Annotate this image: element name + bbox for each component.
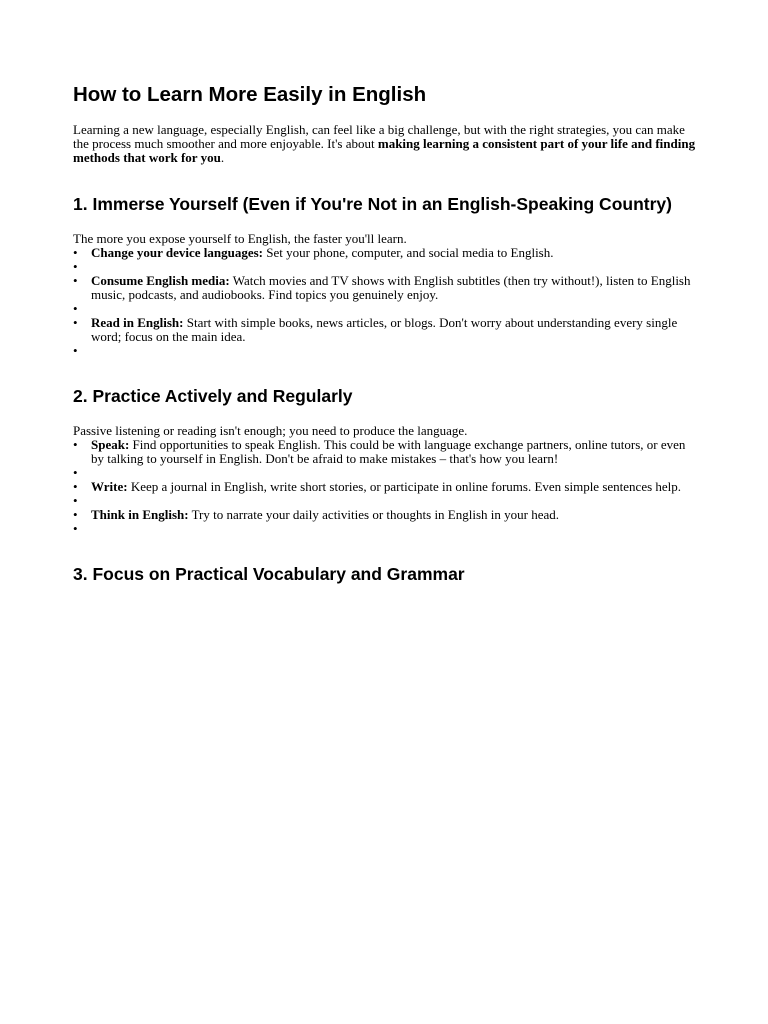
- bullet: •: [73, 301, 78, 316]
- bullet: •: [73, 259, 78, 274]
- bullet: •: [73, 507, 78, 522]
- list-item: [73, 480, 698, 494]
- list-item: [73, 274, 698, 302]
- section-2-list: [73, 438, 698, 536]
- section-1-list: [73, 246, 698, 358]
- list-item-text: Set your phone, computer, and social media to English.: [263, 245, 554, 260]
- list-item-empty: [73, 260, 698, 274]
- document-title: How to Learn More Easily in English: [73, 83, 427, 106]
- bullet: •: [73, 273, 78, 288]
- list-item-empty: [73, 494, 698, 508]
- section-3-heading: 3. Focus on Practical Vocabulary and Grammar: [73, 564, 465, 584]
- intro-bold-text: making learning a consistent part of your life and finding methods that work for you: [73, 136, 696, 165]
- section-1-heading: 1. Immerse Yourself (Even if You're Not in an English-Speaking Country): [73, 194, 672, 214]
- list-item: [73, 316, 698, 344]
- list-item-label: Change your device languages:: [91, 245, 264, 260]
- list-item-label: Speak:: [91, 437, 130, 452]
- list-item-empty: [73, 344, 698, 358]
- list-item: [73, 438, 698, 466]
- bullet: •: [73, 465, 78, 480]
- list-item-text: Keep a journal in English, write short stories, or participate in online forums. Even simple sentences help.: [127, 479, 682, 494]
- list-item-empty: [73, 466, 698, 480]
- list-item-text: Find opportunities to speak English. This could be with language exchange partners, online tutors, or even by talking to yourself in English. Don't be afraid to make mistakes – that's how you learn!: [91, 437, 686, 466]
- intro-text-end: .: [220, 150, 225, 165]
- list-item: [73, 246, 698, 260]
- list-item-empty: [73, 302, 698, 316]
- list-item-label: Think in English:: [91, 507, 189, 522]
- bullet: •: [73, 245, 78, 260]
- bullet: •: [73, 315, 78, 330]
- bullet: •: [73, 493, 78, 508]
- list-item-text: Watch movies and TV shows with English subtitles (then try without!), listen to English music, podcasts, and audiobooks. Find topics you genuinely enjoy.: [91, 273, 691, 302]
- section-2-lead: Passive listening or reading isn't enough; you need to produce the language.: [73, 423, 468, 438]
- bullet: •: [73, 479, 78, 494]
- list-item: [73, 508, 698, 522]
- section-1-lead: The more you expose yourself to English, the faster you'll learn.: [73, 231, 407, 246]
- list-item-text: Try to narrate your daily activities or thoughts in English in your head.: [188, 507, 560, 522]
- list-item-empty: [73, 522, 698, 536]
- bullet: •: [73, 437, 78, 452]
- list-item-label: Consume English media:: [91, 273, 230, 288]
- list-item-label: Write:: [91, 479, 128, 494]
- bullet: •: [73, 343, 78, 358]
- list-item-text: Start with simple books, news articles, or blogs. Don't worry about understanding every single word; focus on the main idea.: [91, 315, 678, 344]
- list-item-label: Read in English:: [91, 315, 184, 330]
- intro-text: Learning a new language, especially English, can feel like a big challenge, but with the right strategies, you can make the process much smoother and more enjoyable. It's about: [73, 122, 685, 151]
- section-2-heading: 2. Practice Actively and Regularly: [73, 386, 353, 406]
- bullet: •: [73, 521, 78, 536]
- intro-paragraph: [73, 123, 698, 165]
